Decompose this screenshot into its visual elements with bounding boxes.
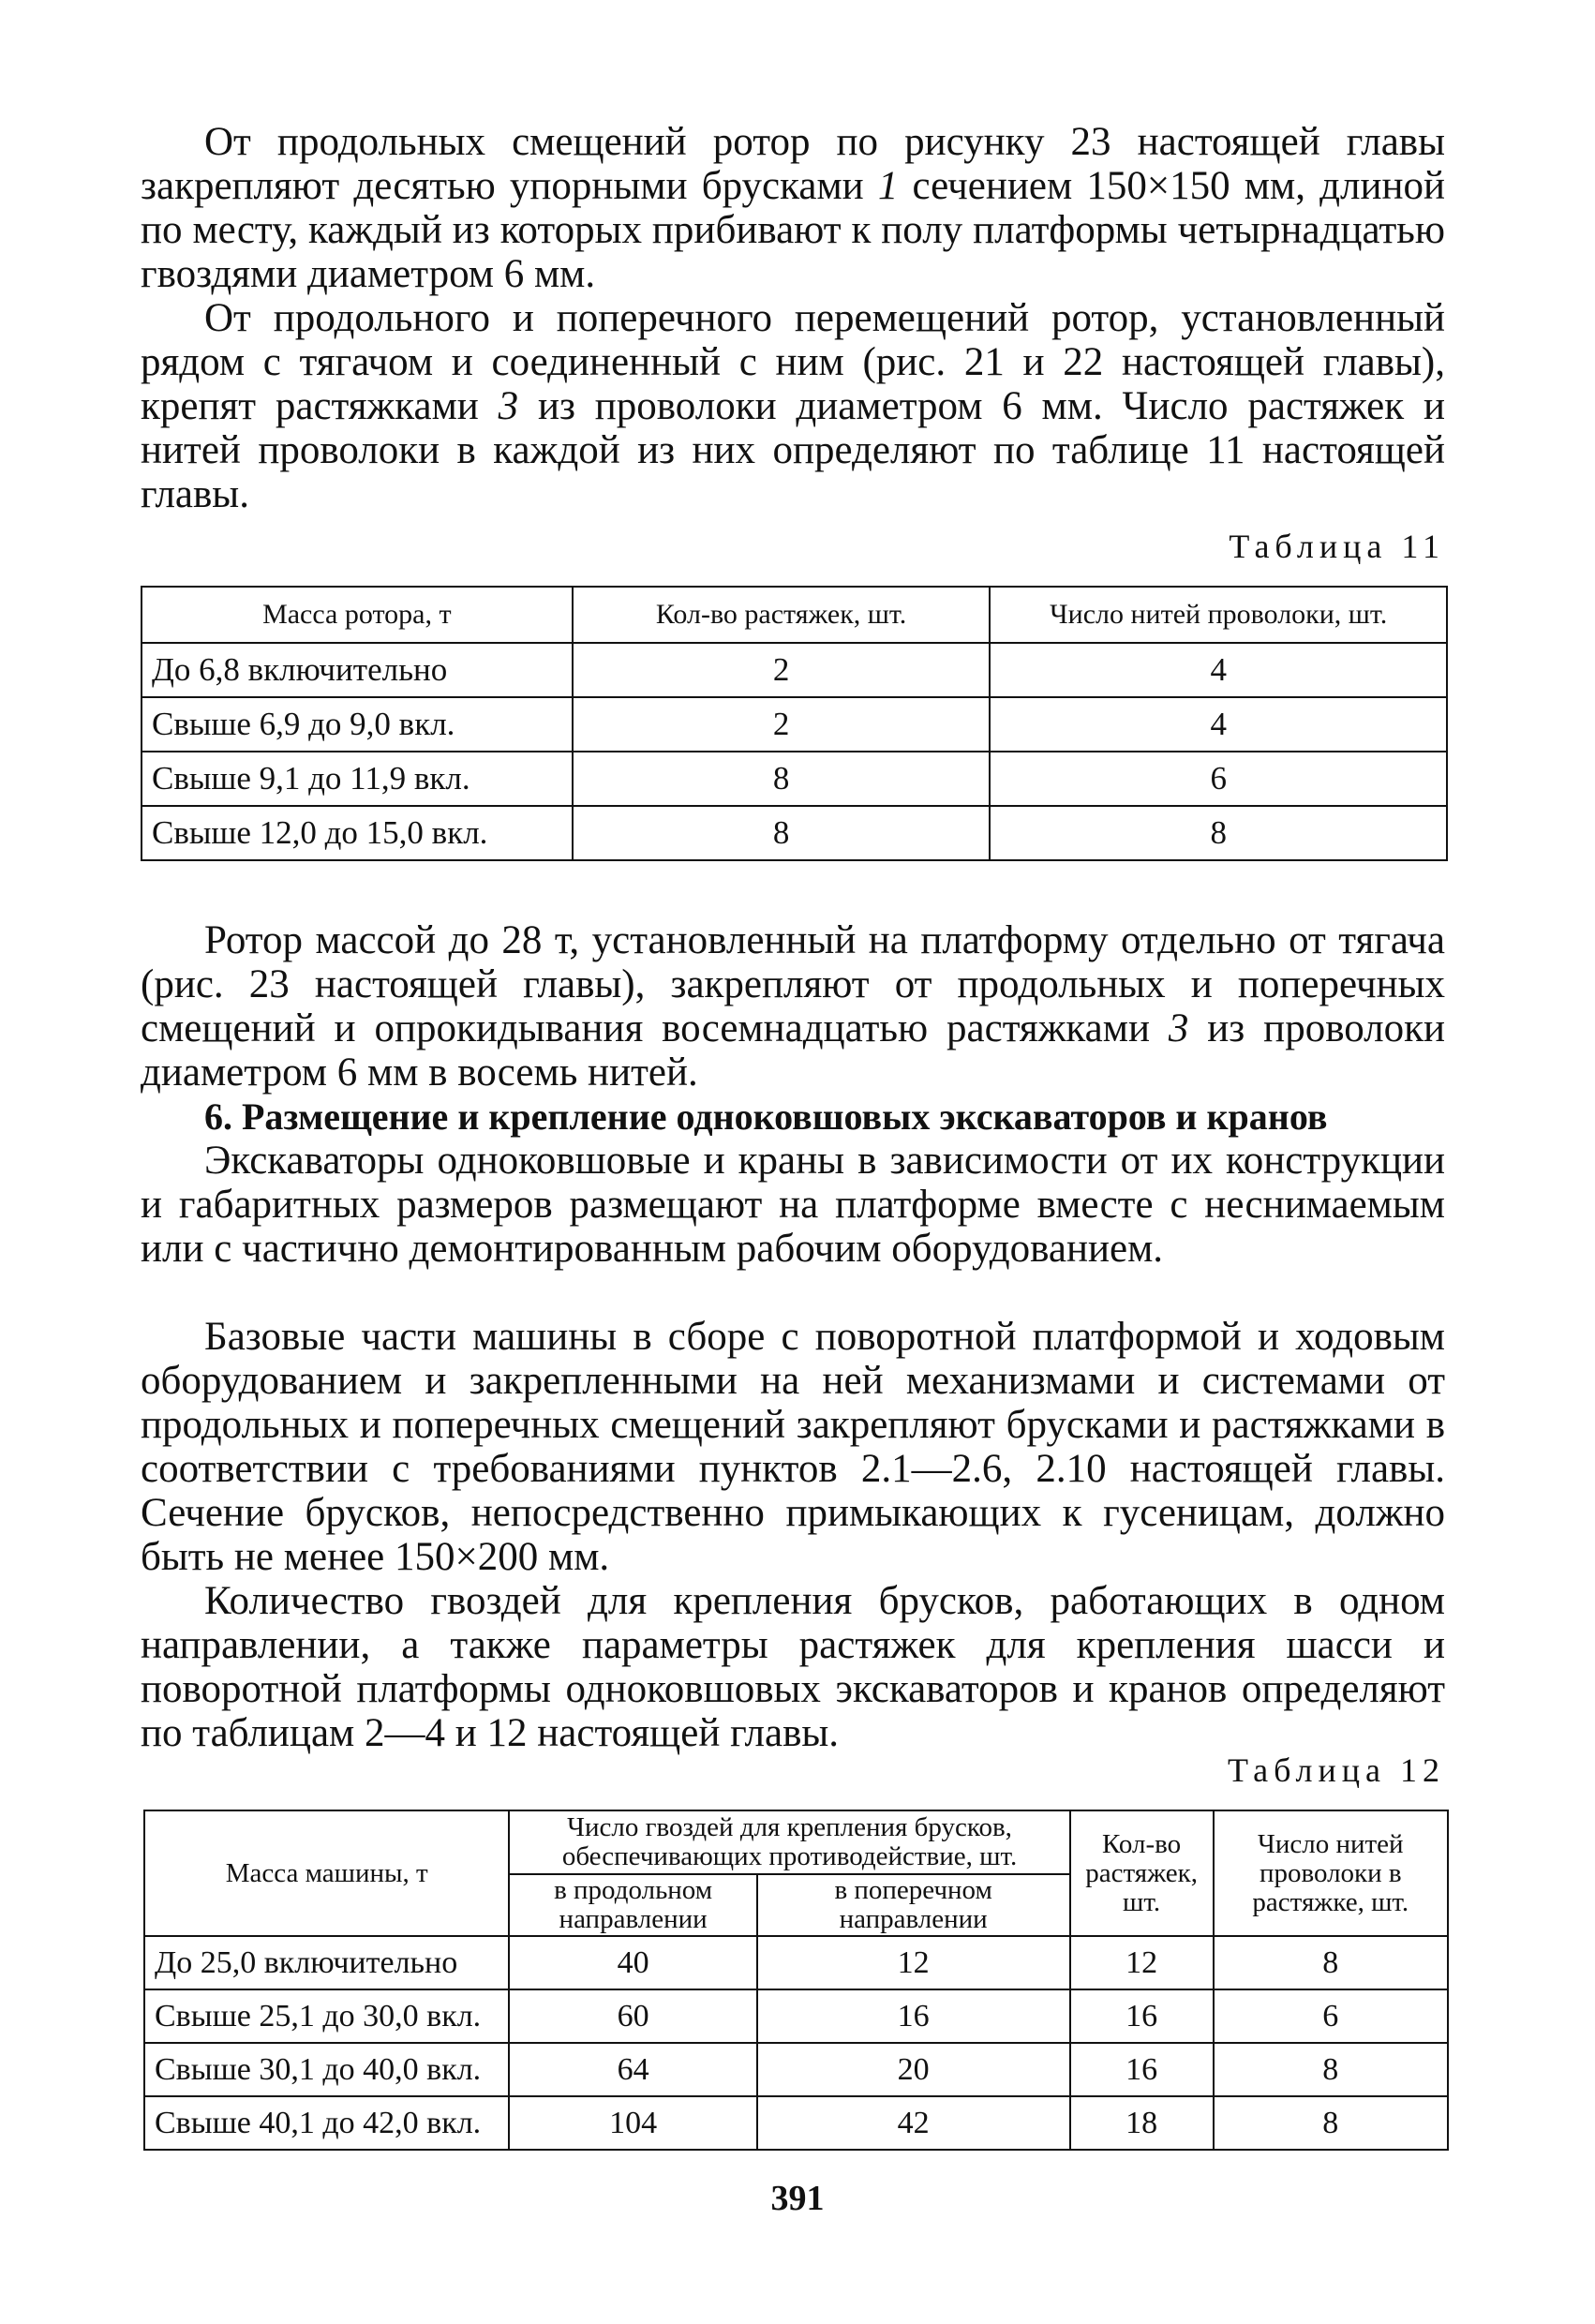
page-number: 391 xyxy=(770,2179,825,2218)
table-11 xyxy=(141,586,1448,861)
table-cell: 12 xyxy=(757,1936,1070,1989)
paragraph-2 xyxy=(141,296,1445,516)
table-cell: 8 xyxy=(990,806,1447,860)
paragraph-4: Экскаваторы одноковшовые и краны в зависимости от их конструкции и габаритных размеров размещают на платформе вместе с неснимаемым или с частично демонтированным рабочим оборудованием. xyxy=(141,1139,1445,1271)
table-row xyxy=(142,697,1447,752)
table-cell: 16 xyxy=(1070,2043,1214,2096)
table-row xyxy=(144,1989,1448,2043)
table-row xyxy=(144,2043,1448,2096)
paragraph-3-text-b: из проволоки диаметром 6 мм в восемь нитей. xyxy=(141,1006,1445,1095)
table-row xyxy=(144,2096,1448,2150)
paragraph-1 xyxy=(141,120,1445,296)
table-cell: Свыше 12,0 до 15,0 вкл. xyxy=(142,806,573,860)
table-cell: До 25,0 включительно xyxy=(144,1936,509,1989)
table-cell: Свыше 6,9 до 9,0 вкл. xyxy=(142,697,573,752)
paragraph-1-italic-ref: 1 xyxy=(877,164,899,208)
table-cell: 20 xyxy=(757,2043,1070,2096)
table-12-header-nails: Число гвоздей для крепления брусков, обеспечивающих противодействие, шт. xyxy=(509,1810,1069,1874)
table-cell: 60 xyxy=(509,1989,756,2043)
table-12-header-transverse: в поперечном направлении xyxy=(757,1874,1070,1936)
table-row xyxy=(144,1936,1448,1989)
table-11-header-mass: Масса ротора, т xyxy=(142,587,573,643)
table-12-header-row-1 xyxy=(144,1810,1448,1874)
table-11-header-threads: Число нитей проволоки, шт. xyxy=(990,587,1447,643)
table-12-header-longitudinal: в продольном направлении xyxy=(509,1874,756,1936)
table-11-caption: Таблица 11 xyxy=(1229,528,1445,565)
table-row xyxy=(142,643,1447,697)
paragraph-1-text-a: От продольных смещений ротор по рисунку 23 настоящей главы закрепляют десятью упорными брусками xyxy=(141,120,1445,208)
table-cell: 8 xyxy=(1214,1936,1448,1989)
table-cell: До 6,8 включительно xyxy=(142,643,573,697)
table-cell: 42 xyxy=(757,2096,1070,2150)
table-cell: 8 xyxy=(1214,2096,1448,2150)
table-cell: 104 xyxy=(509,2096,756,2150)
table-cell: 8 xyxy=(573,806,991,860)
paragraph-3-text-a: Ротор массой до 28 т, установленный на платформу отдельно от тягача (рис. 23 настоящей главы), закрепляют от продольных и поперечных смещений и опрокидывания восемнадцатью растяжками xyxy=(141,918,1445,1050)
table-row xyxy=(142,806,1447,860)
table-cell: 8 xyxy=(1214,2043,1448,2096)
table-11-header-count: Кол-во растяжек, шт. xyxy=(573,587,991,643)
table-cell: 8 xyxy=(573,752,991,806)
table-cell: 40 xyxy=(509,1936,756,1989)
table-cell: 16 xyxy=(1070,1989,1214,2043)
table-cell: Свыше 9,1 до 11,9 вкл. xyxy=(142,752,573,806)
paragraph-2-text-b: из проволоки диаметром 6 мм. Число растяжек и нитей проволоки в каждой из них определяют по таблице 11 настоящей главы. xyxy=(141,384,1445,516)
paragraph-2-italic-ref: 3 xyxy=(498,384,519,428)
table-12-header-mass: Масса машины, т xyxy=(144,1810,509,1936)
table-cell: 64 xyxy=(509,2043,756,2096)
paragraph-2-text-a: От продольного и поперечного перемещений ротор, установленный рядом с тягачом и соединенный с ним (рис. 21 и 22 настоящей главы), крепят растяжками xyxy=(141,296,1445,428)
table-cell: 6 xyxy=(1214,1989,1448,2043)
table-11-header-row xyxy=(142,587,1447,643)
paragraph-6: Количество гвоздей для крепления брусков, работающих в одном направлении, а также параметры растяжек для крепления шасси и поворотной платформы одноковшовых экскаваторов и кранов определяют по таблицам 2—4 и 12 настоящей главы. xyxy=(141,1579,1445,1755)
table-cell: 2 xyxy=(573,697,991,752)
table-cell: 4 xyxy=(990,697,1447,752)
paragraph-5: Базовые части машины в сборе с поворотной платформой и ходовым оборудованием и закрепленными на ней механизмами и системами от продольных и поперечных смещений закрепляют брусками и растяжками в соответствии с требованиями пунктов 2.1—2.6, 2.10 настоящей главы. Сечение брусков, непосредственно примыкающих к гусеницам, должно быть не менее 150×200 мм. xyxy=(141,1315,1445,1579)
section-heading: 6. Размещение и крепление одноковшовых экскаваторов и кранов xyxy=(204,1095,1328,1138)
paragraph-1-text-b: сечением 150×150 мм, длиной по месту, каждый из которых прибивают к полу платформы четырнадцатью гвоздями диаметром 6 мм. xyxy=(141,164,1446,296)
table-cell: Свыше 40,1 до 42,0 вкл. xyxy=(144,2096,509,2150)
table-cell: Свыше 25,1 до 30,0 вкл. xyxy=(144,1989,509,2043)
table-row xyxy=(142,752,1447,806)
paragraph-3 xyxy=(141,918,1445,1095)
table-12 xyxy=(143,1810,1449,2151)
table-12-header-threads: Число нитей проволоки в растяжке, шт. xyxy=(1214,1810,1448,1936)
table-cell: 2 xyxy=(573,643,991,697)
table-cell: 4 xyxy=(990,643,1447,697)
table-cell: 12 xyxy=(1070,1936,1214,1989)
table-cell: 6 xyxy=(990,752,1447,806)
table-12-header-count: Кол-во растяжек, шт. xyxy=(1070,1810,1214,1936)
table-cell: 18 xyxy=(1070,2096,1214,2150)
paragraph-3-italic-ref: 3 xyxy=(1168,1006,1189,1050)
table-cell: 16 xyxy=(757,1989,1070,2043)
table-cell: Свыше 30,1 до 40,0 вкл. xyxy=(144,2043,509,2096)
table-12-caption: Таблица 12 xyxy=(1228,1751,1445,1789)
